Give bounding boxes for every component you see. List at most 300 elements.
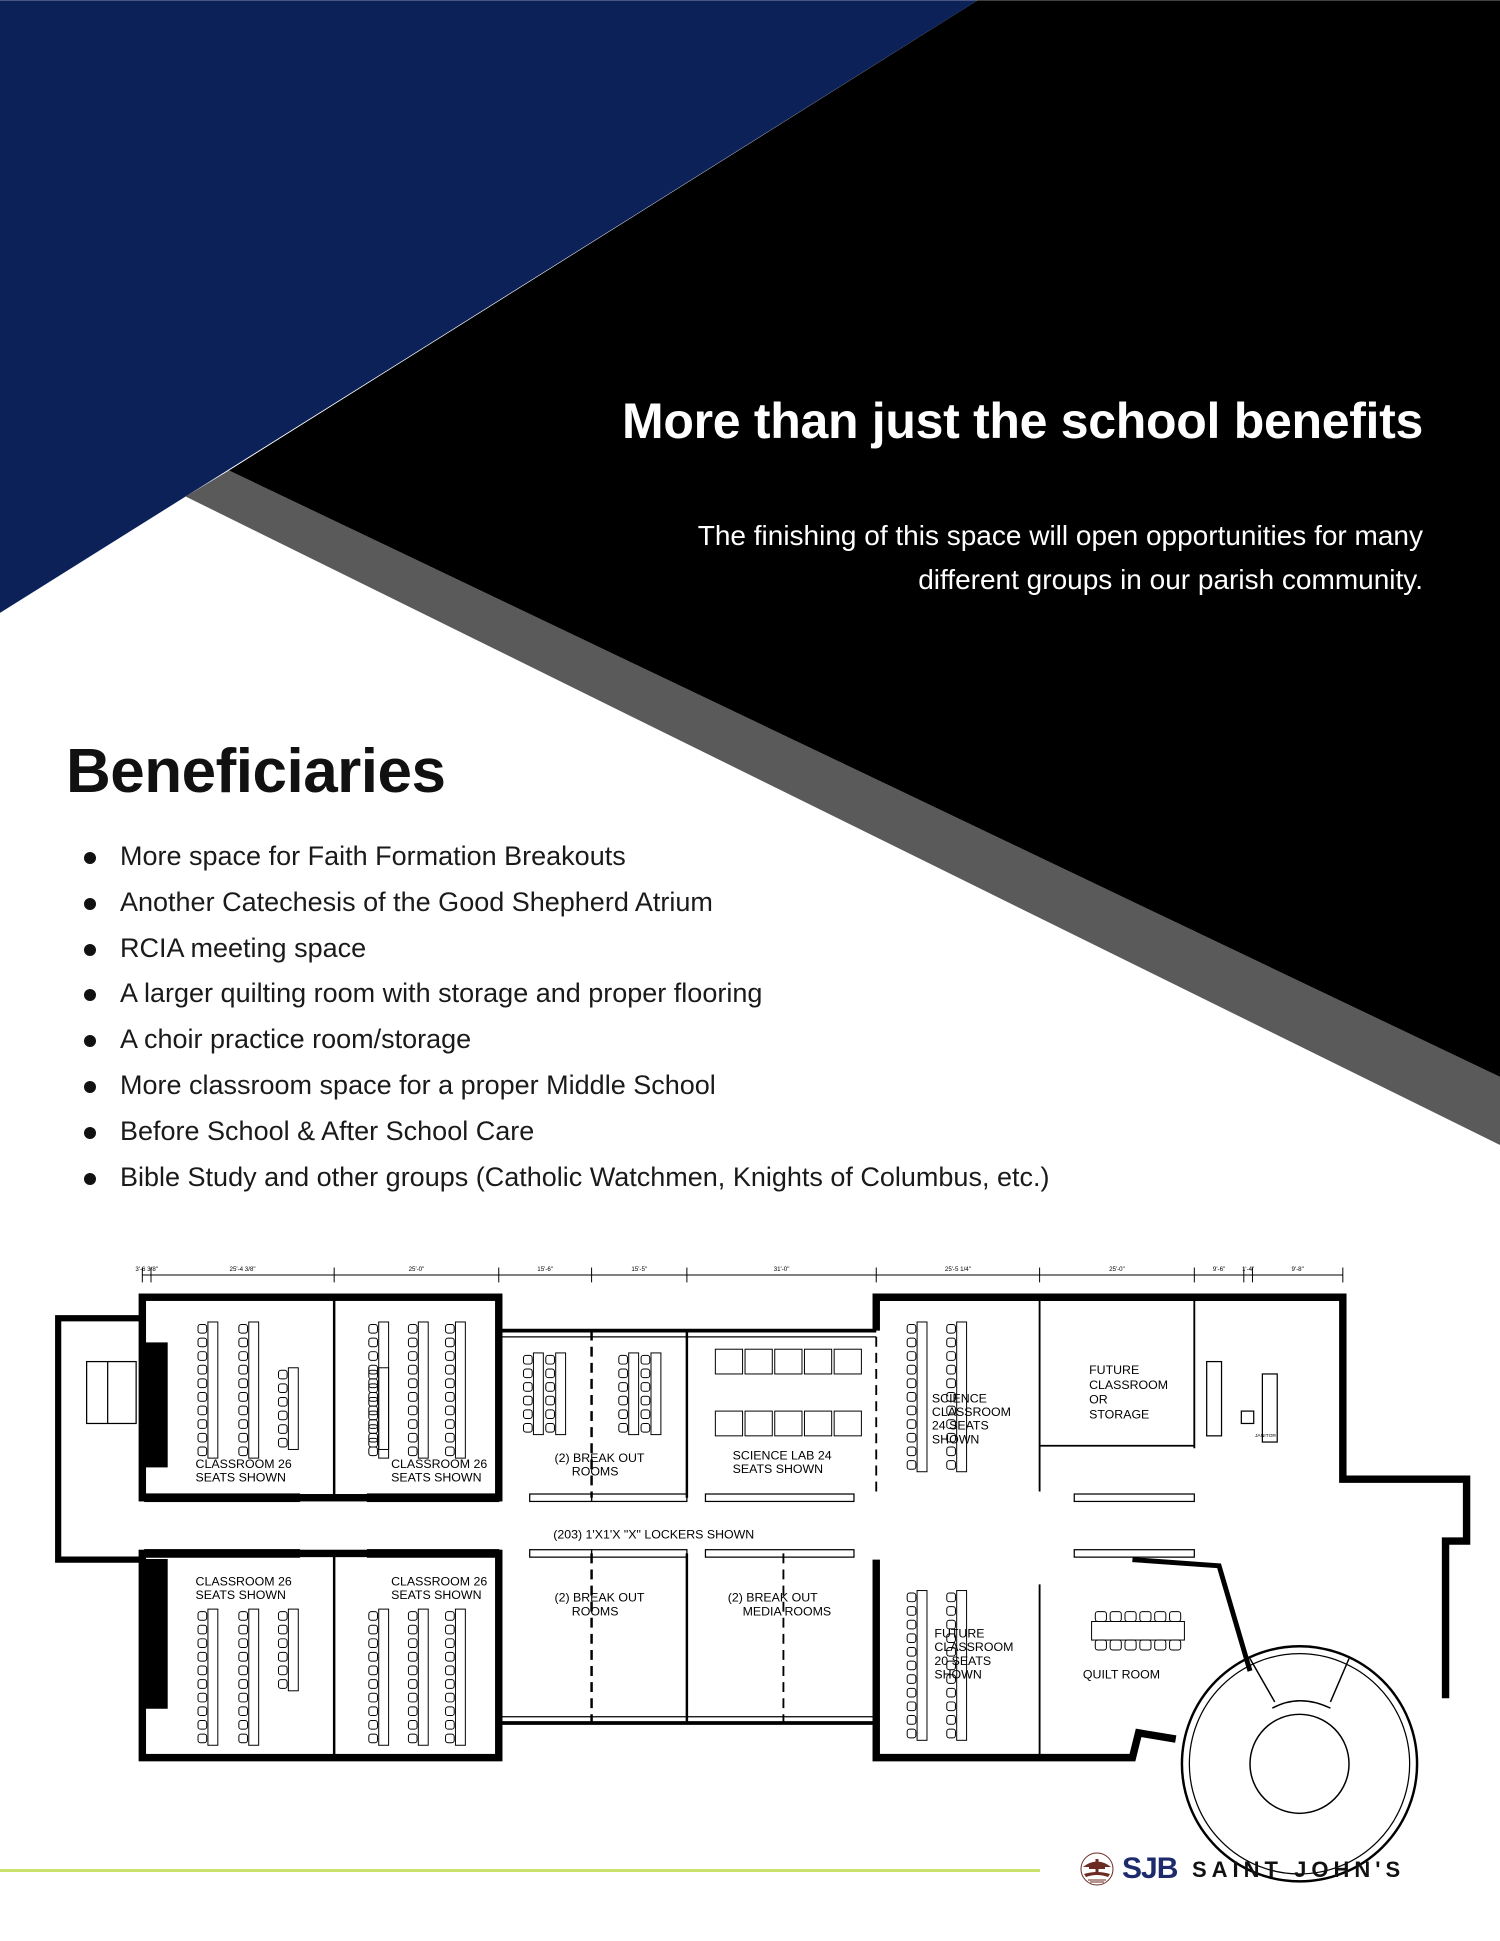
- svg-text:(2) BREAK OUTMEDIA ROOMS: [728, 1591, 831, 1619]
- list-item-text: Before School & After School Care: [120, 1115, 535, 1146]
- chair: [524, 1396, 533, 1405]
- chair: [278, 1680, 287, 1689]
- list-item-text: Bible Study and other groups (Catholic Watchmen, Knights of Columbus, etc.): [120, 1161, 1050, 1192]
- chair: [408, 1379, 417, 1388]
- lab-bench: [804, 1349, 831, 1374]
- room-label: SEATS SHOWN: [195, 1470, 286, 1485]
- chair: [369, 1411, 378, 1420]
- chair: [239, 1639, 248, 1648]
- chair: [408, 1406, 417, 1415]
- chair: [446, 1365, 455, 1374]
- desk: [288, 1368, 298, 1450]
- chair: [446, 1693, 455, 1702]
- chair: [947, 1338, 956, 1347]
- chair: [524, 1383, 533, 1392]
- desk: [533, 1353, 543, 1435]
- svg-text:CLASSROOM 26SEATS SHOWN: [196, 1575, 292, 1603]
- chair: [907, 1420, 916, 1429]
- chair: [408, 1652, 417, 1661]
- chair: [369, 1625, 378, 1634]
- corridor-label: (203) 1'X1'X "X" LOCKERS SHOWN: [553, 1527, 755, 1542]
- chair: [198, 1639, 207, 1648]
- chair: [278, 1612, 287, 1621]
- desk: [556, 1353, 566, 1435]
- room-label: CLASSROOM: [934, 1640, 1014, 1655]
- chair: [446, 1707, 455, 1716]
- room-label: SEATS SHOWN: [391, 1470, 482, 1485]
- chair: [546, 1410, 555, 1419]
- bullet-icon: [84, 1081, 96, 1093]
- chair: [907, 1379, 916, 1388]
- chair: [1155, 1640, 1166, 1650]
- chair: [907, 1352, 916, 1361]
- page-title: More than just the school benefits: [622, 393, 1423, 449]
- chair: [369, 1425, 378, 1434]
- chair: [1170, 1612, 1181, 1622]
- chair: [619, 1423, 628, 1432]
- chair: [239, 1734, 248, 1743]
- chair: [641, 1355, 650, 1364]
- chair: [408, 1680, 417, 1689]
- bullet-icon: [84, 989, 96, 1001]
- chair: [446, 1324, 455, 1333]
- desk: [379, 1368, 389, 1450]
- chair: [369, 1447, 378, 1456]
- lab-bench: [834, 1411, 861, 1436]
- locker-row: [705, 1494, 854, 1501]
- chair: [619, 1396, 628, 1405]
- chair: [907, 1447, 916, 1456]
- chair: [446, 1652, 455, 1661]
- chair: [1170, 1640, 1181, 1650]
- chair: [947, 1447, 956, 1456]
- chair: [546, 1423, 555, 1432]
- chair: [239, 1365, 248, 1374]
- chair: [641, 1396, 650, 1405]
- chair: [546, 1383, 555, 1392]
- chair: [239, 1338, 248, 1347]
- footer-accent-line: [0, 1869, 1040, 1872]
- desk: [249, 1322, 259, 1458]
- chair: [408, 1612, 417, 1621]
- dimension-label: 9'-8": [1291, 1266, 1304, 1274]
- dimension-label: 9'-6": [1212, 1266, 1226, 1274]
- lab-bench: [804, 1411, 831, 1436]
- chair: [369, 1612, 378, 1621]
- chair: [446, 1680, 455, 1689]
- chair: [907, 1702, 916, 1711]
- dimension-label: 15'-6": [537, 1266, 554, 1274]
- dimension-label: 25'-0": [1109, 1266, 1125, 1274]
- chair: [369, 1721, 378, 1730]
- lab-bench: [775, 1411, 802, 1436]
- room-label: STORAGE: [1089, 1407, 1150, 1422]
- room-label: SCIENCE: [931, 1391, 987, 1406]
- desk: [455, 1609, 465, 1745]
- room-label: 20 SEATS: [934, 1653, 992, 1668]
- chair: [198, 1734, 207, 1743]
- locker-row: [1074, 1494, 1194, 1501]
- list-item-text: A larger quilting room with storage and proper flooring: [120, 978, 763, 1009]
- chair: [198, 1433, 207, 1442]
- bullet-icon: [84, 852, 96, 864]
- chair: [278, 1666, 287, 1675]
- chair: [907, 1365, 916, 1374]
- chair: [1095, 1612, 1106, 1622]
- chair: [446, 1420, 455, 1429]
- chair: [278, 1652, 287, 1661]
- lab-bench: [715, 1349, 742, 1374]
- chair: [947, 1324, 956, 1333]
- chair: [408, 1447, 417, 1456]
- chair: [369, 1639, 378, 1648]
- chair: [239, 1625, 248, 1634]
- bullet-icon: [84, 1035, 96, 1047]
- chair: [198, 1365, 207, 1374]
- chair: [907, 1338, 916, 1347]
- chair: [1125, 1612, 1136, 1622]
- chair: [1095, 1640, 1106, 1650]
- svg-text:SCIENCECLASSROOM24 SEATSSHOWN: [932, 1391, 1011, 1446]
- chair: [278, 1397, 287, 1406]
- list-item: [0, 971, 1049, 1017]
- beneficiaries-list: [0, 834, 1049, 1200]
- chair: [907, 1647, 916, 1656]
- lab-bench: [745, 1411, 772, 1436]
- chair: [198, 1324, 207, 1333]
- svg-text:CLASSROOM 26SEATS SHOWN: [391, 1457, 487, 1485]
- lab-bench: [834, 1349, 861, 1374]
- chair: [907, 1675, 916, 1684]
- chair: [408, 1433, 417, 1442]
- chair: [239, 1666, 248, 1675]
- chair: [524, 1410, 533, 1419]
- chair: [907, 1661, 916, 1670]
- chair: [198, 1420, 207, 1429]
- chair: [369, 1338, 378, 1347]
- chair: [369, 1652, 378, 1661]
- locker-row: [530, 1550, 592, 1557]
- chair: [619, 1383, 628, 1392]
- chair: [239, 1352, 248, 1361]
- chair: [198, 1379, 207, 1388]
- chair: [1140, 1612, 1151, 1622]
- chair: [278, 1384, 287, 1393]
- svg-text:(2) BREAK OUTROOMS: [554, 1591, 644, 1619]
- svg-text:(2) BREAK OUTROOMS: [554, 1451, 644, 1479]
- chair: [198, 1680, 207, 1689]
- chair: [408, 1639, 417, 1648]
- chair: [947, 1379, 956, 1388]
- list-item: [0, 880, 1049, 926]
- chair: [408, 1393, 417, 1402]
- chair: [947, 1461, 956, 1470]
- chair: [239, 1721, 248, 1730]
- chair: [239, 1393, 248, 1402]
- logo-monogram: SJB: [1122, 1852, 1178, 1885]
- chair: [408, 1707, 417, 1716]
- chair: [907, 1433, 916, 1442]
- locker-row: [530, 1494, 592, 1501]
- chair: [907, 1461, 916, 1470]
- desk: [288, 1609, 298, 1691]
- chair: [1110, 1612, 1121, 1622]
- school-logo: [1080, 1852, 1177, 1886]
- room-label: OR: [1089, 1392, 1108, 1407]
- chair: [1140, 1640, 1151, 1650]
- chair: [619, 1410, 628, 1419]
- room-label: JANITOR: [1254, 1434, 1276, 1440]
- list-item: [0, 1155, 1049, 1201]
- room-label: CLASSROOM 26: [195, 1457, 292, 1472]
- chair: [239, 1433, 248, 1442]
- chair: [198, 1666, 207, 1675]
- list-item: [0, 1017, 1049, 1063]
- room-label: SHOWN: [931, 1432, 980, 1447]
- chair: [408, 1338, 417, 1347]
- desk: [917, 1591, 927, 1741]
- svg-text:CLASSROOM 26SEATS SHOWN: [196, 1457, 292, 1485]
- dimension-label: 15'-5": [631, 1266, 648, 1274]
- chair: [369, 1365, 378, 1374]
- chair: [408, 1352, 417, 1361]
- quilt-table: [1092, 1621, 1185, 1640]
- locker-row: [1074, 1550, 1194, 1557]
- room-label: 24 SEATS: [931, 1418, 989, 1433]
- chair: [369, 1734, 378, 1743]
- chair: [408, 1734, 417, 1743]
- list-item: [0, 1109, 1049, 1155]
- room-label: CLASSROOM: [1089, 1377, 1169, 1392]
- room-label: SEATS SHOWN: [732, 1461, 824, 1476]
- chair: [446, 1406, 455, 1415]
- desk: [208, 1609, 218, 1745]
- chair: [947, 1688, 956, 1697]
- chair: [369, 1370, 378, 1379]
- desk: [455, 1322, 465, 1458]
- chair: [408, 1420, 417, 1429]
- chair: [947, 1702, 956, 1711]
- locker-row: [592, 1550, 687, 1557]
- chair: [907, 1634, 916, 1643]
- svg-text:FUTURECLASSROOM20 SEATSSHOWN: [934, 1627, 1013, 1682]
- chair: [907, 1406, 916, 1415]
- list-item-text: More space for Faith Formation Breakouts: [120, 841, 626, 871]
- chair: [446, 1352, 455, 1361]
- chair: [198, 1352, 207, 1361]
- chair: [446, 1393, 455, 1402]
- chair: [446, 1625, 455, 1634]
- chair: [198, 1338, 207, 1347]
- chair: [907, 1607, 916, 1616]
- chair: [446, 1721, 455, 1730]
- desk: [418, 1322, 428, 1458]
- chair: [278, 1639, 287, 1648]
- chair: [369, 1406, 378, 1415]
- chair: [198, 1447, 207, 1456]
- chair: [239, 1652, 248, 1661]
- svg-text:SCIENCE LAB 24SEATS SHOWN: [733, 1448, 832, 1476]
- room-label: CLASSROOM 26: [391, 1574, 488, 1589]
- chair: [907, 1729, 916, 1738]
- desk: [379, 1609, 389, 1745]
- chair: [369, 1379, 378, 1388]
- chair: [619, 1355, 628, 1364]
- chair: [446, 1639, 455, 1648]
- chair: [369, 1397, 378, 1406]
- chair: [907, 1393, 916, 1402]
- bullet-icon: [84, 944, 96, 956]
- room-label: SEATS SHOWN: [195, 1588, 286, 1603]
- chair: [408, 1693, 417, 1702]
- chair: [369, 1693, 378, 1702]
- lab-bench: [745, 1349, 772, 1374]
- chair: [446, 1433, 455, 1442]
- room-label: (2) BREAK OUT: [554, 1450, 645, 1465]
- room-label: ROOMS: [571, 1464, 619, 1479]
- desk: [379, 1322, 389, 1458]
- chair: [369, 1438, 378, 1447]
- room-label: ROOMS: [571, 1604, 619, 1619]
- chair: [278, 1625, 287, 1634]
- chair: [198, 1625, 207, 1634]
- desk: [917, 1322, 927, 1472]
- room-label: SCIENCE LAB 24: [732, 1448, 832, 1463]
- chair: [239, 1420, 248, 1429]
- chair: [1125, 1640, 1136, 1650]
- dimension-label: 31'-0": [773, 1266, 790, 1274]
- chair: [369, 1352, 378, 1361]
- locker-row: [592, 1494, 687, 1501]
- chair: [619, 1369, 628, 1378]
- dimension-label: 25'-4 3/8": [229, 1266, 256, 1274]
- chair: [408, 1721, 417, 1730]
- svg-text:CLASSROOM 26SEATS SHOWN: [391, 1575, 487, 1603]
- lab-bench: [775, 1349, 802, 1374]
- chair: [546, 1355, 555, 1364]
- chair: [1155, 1612, 1166, 1622]
- svg-text:FUTURECLASSROOMORSTORAGE: [1089, 1363, 1168, 1422]
- dimension-label: 3'-6 3/8": [135, 1266, 158, 1274]
- chair: [198, 1707, 207, 1716]
- chair: [446, 1666, 455, 1675]
- chair: [641, 1383, 650, 1392]
- chair: [369, 1433, 378, 1442]
- room-label: SEATS SHOWN: [391, 1588, 482, 1603]
- chair: [1110, 1640, 1121, 1650]
- chair: [369, 1393, 378, 1402]
- room-label: CLASSROOM 26: [195, 1574, 292, 1589]
- chair: [446, 1379, 455, 1388]
- chair: [446, 1447, 455, 1456]
- chair: [641, 1410, 650, 1419]
- chair: [369, 1324, 378, 1333]
- lab-bench: [715, 1411, 742, 1436]
- chair: [907, 1716, 916, 1725]
- chair: [947, 1607, 956, 1616]
- list-item-text: More classroom space for a proper Middle School: [120, 1069, 716, 1100]
- desk: [249, 1609, 259, 1745]
- chair: [446, 1734, 455, 1743]
- room-label: FUTURE: [1089, 1362, 1140, 1377]
- list-item: [0, 834, 1049, 880]
- room-label: CLASSROOM 26: [391, 1457, 488, 1472]
- chair: [369, 1707, 378, 1716]
- chair: [907, 1688, 916, 1697]
- chair: [947, 1729, 956, 1738]
- chair: [524, 1369, 533, 1378]
- chair: [446, 1612, 455, 1621]
- school-name: SAINT JOHN'S: [1192, 1857, 1406, 1882]
- desk: [651, 1353, 661, 1435]
- chair: [198, 1693, 207, 1702]
- chair: [239, 1612, 248, 1621]
- chair: [641, 1369, 650, 1378]
- chair: [198, 1406, 207, 1415]
- chair: [408, 1666, 417, 1675]
- subtitle-line: The finishing of this space will open opportunities for many: [697, 520, 1423, 551]
- room-label: MEDIA ROOMS: [742, 1604, 832, 1619]
- bullet-icon: [84, 898, 96, 910]
- chair: [907, 1593, 916, 1602]
- list-item-text: A choir practice room/storage: [120, 1024, 472, 1055]
- chair: [239, 1324, 248, 1333]
- chair: [408, 1324, 417, 1333]
- room-label: FUTURE: [934, 1626, 985, 1641]
- list-item-text: RCIA meeting space: [120, 932, 367, 963]
- chair: [546, 1396, 555, 1405]
- subtitle: [523, 514, 1423, 602]
- chair: [641, 1423, 650, 1432]
- chair: [239, 1707, 248, 1716]
- chair: [524, 1355, 533, 1364]
- chair: [947, 1352, 956, 1361]
- dimension-label: 1'-4": [1241, 1266, 1255, 1274]
- chair: [947, 1716, 956, 1725]
- chair: [907, 1620, 916, 1629]
- chair: [947, 1593, 956, 1602]
- chair: [446, 1338, 455, 1347]
- bullet-icon: [84, 1127, 96, 1139]
- chair: [239, 1680, 248, 1689]
- chair: [239, 1406, 248, 1415]
- desk: [629, 1353, 639, 1435]
- dimension-label: 25'-5 1/4": [944, 1266, 971, 1274]
- room-label: (2) BREAK OUT: [554, 1590, 645, 1605]
- chair: [198, 1652, 207, 1661]
- beneficiaries-heading: Beneficiaries: [66, 737, 446, 806]
- chair: [546, 1369, 555, 1378]
- subtitle-line: different groups in our parish community.: [918, 564, 1423, 595]
- bullet-icon: [84, 1173, 96, 1185]
- chair: [369, 1384, 378, 1393]
- dimension-label: 25'-0": [408, 1266, 425, 1274]
- room-label: (2) BREAK OUT: [727, 1590, 818, 1605]
- chair: [278, 1438, 287, 1447]
- desk: [208, 1322, 218, 1458]
- chair: [947, 1365, 956, 1374]
- chair: [198, 1612, 207, 1621]
- list-item: [0, 926, 1049, 972]
- desk: [418, 1609, 428, 1745]
- chair: [369, 1420, 378, 1429]
- chair: [239, 1447, 248, 1456]
- list-item: [0, 1063, 1049, 1109]
- chair: [278, 1370, 287, 1379]
- chair: [239, 1693, 248, 1702]
- room-label: SHOWN: [934, 1667, 982, 1682]
- chair: [907, 1324, 916, 1333]
